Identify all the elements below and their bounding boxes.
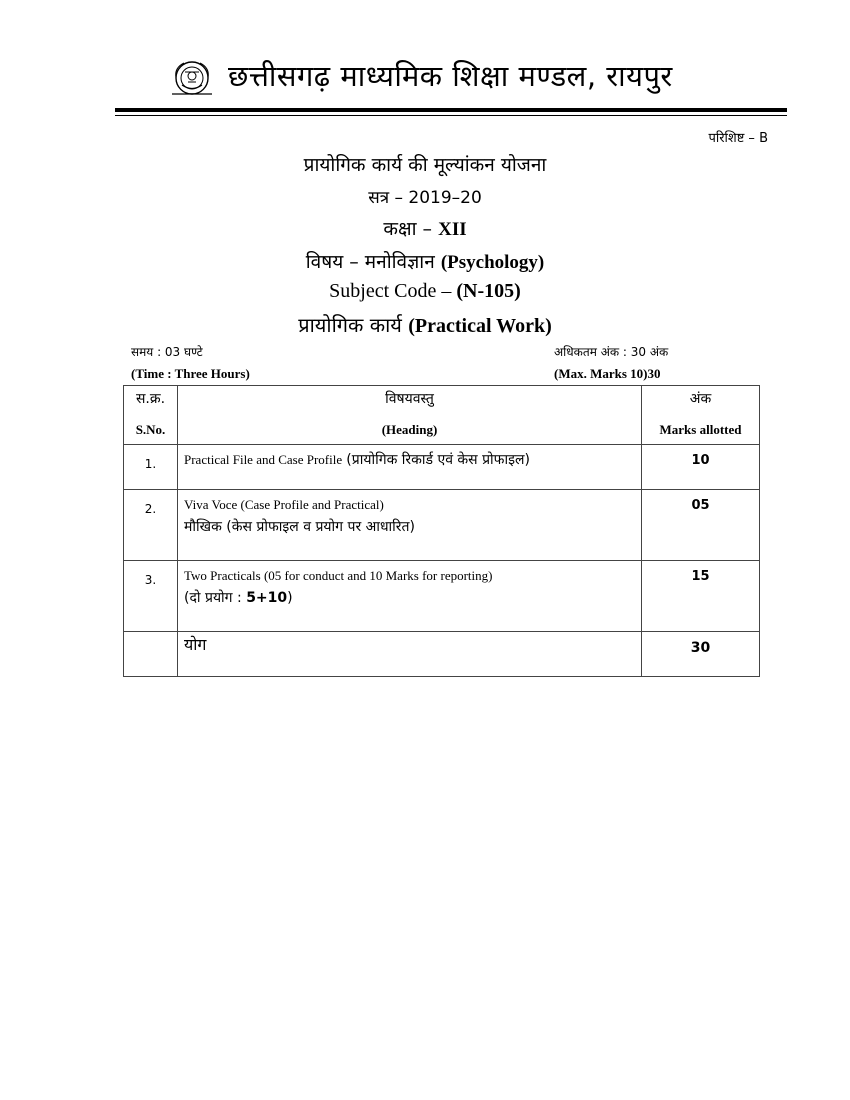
row-heading-split: 5+10 <box>246 590 288 606</box>
table-header-row <box>124 386 760 445</box>
practical-work-english: (Practical Work) <box>408 315 552 337</box>
row-heading <box>178 490 642 561</box>
practical-work-line <box>0 311 850 338</box>
subject-code-line <box>0 280 850 303</box>
row-marks: 15 <box>642 561 760 632</box>
row-heading-hindi: (प्रायोगिक रिकार्ड एवं केस प्रोफाइल) <box>346 452 530 468</box>
board-emblem-icon <box>170 58 214 98</box>
time-english: (Time : Three Hours) <box>131 366 250 381</box>
subject-line <box>0 248 850 274</box>
header-sno-english: S.No. <box>135 422 166 437</box>
row-heading-hindi <box>184 587 635 609</box>
class-label: कक्षा – <box>383 218 433 240</box>
class-line <box>0 215 850 241</box>
appendix-label: परिशिष्ट – B <box>708 131 768 146</box>
row-marks: 10 <box>642 445 760 490</box>
max-marks-hindi: अधिकतम अंक : 30 अंक <box>554 345 669 359</box>
row-sno: 3. <box>124 561 178 632</box>
header-marks <box>642 386 760 445</box>
total-row <box>124 632 760 677</box>
row-heading-english: Practical File and Case Profile <box>184 452 343 467</box>
subject-code-value: (N-105) <box>456 280 521 302</box>
header-heading-hindi: विषयवस्तु <box>385 391 434 407</box>
time-hindi: समय : 03 घण्टे <box>131 345 203 359</box>
row-heading-hindi: मौखिक (केस प्रोफाइल व प्रयोग पर आधारित) <box>184 519 415 535</box>
table-row <box>124 445 760 490</box>
marks-table <box>123 385 760 677</box>
header-heading-english: (Heading) <box>381 422 438 437</box>
table-row <box>124 561 760 632</box>
row-heading-english: Two Practicals (05 for conduct and 10 Marks for reporting) <box>184 568 493 583</box>
max-marks-english: (Max. Marks 10)30 <box>554 366 661 381</box>
row-heading-hindi-text: (दो प्रयोग : <box>184 590 242 606</box>
board-name: छत्तीसगढ़ माध्यमिक शिक्षा मण्डल, रायपुर <box>228 59 673 93</box>
total-label: योग <box>178 632 642 677</box>
document-title: प्रायोगिक कार्य की मूल्यांकन योजना <box>303 154 547 176</box>
row-marks: 05 <box>642 490 760 561</box>
row-heading-hindi-close: ) <box>287 590 293 606</box>
table-row <box>124 490 760 561</box>
row-sno: 2. <box>124 490 178 561</box>
row-heading <box>178 561 642 632</box>
total-sno-empty <box>124 632 178 677</box>
session-line: सत्र – 2019–20 <box>368 188 482 208</box>
header-rule-thin <box>115 115 787 116</box>
row-heading <box>178 445 642 490</box>
subject-english: (Psychology) <box>440 252 545 273</box>
subject-code-label: Subject Code – <box>329 280 452 302</box>
row-sno: 1. <box>124 445 178 490</box>
row-heading-english: Viva Voce (Case Profile and Practical) <box>184 497 384 512</box>
header-sno-hindi: स.क्र. <box>135 391 166 407</box>
header-sno <box>124 386 178 445</box>
class-value: XII <box>438 219 467 240</box>
header-marks-english: Marks allotted <box>659 422 742 437</box>
header-marks-hindi: अंक <box>689 391 712 407</box>
header-rule-thick <box>115 108 787 112</box>
header-heading <box>178 386 642 445</box>
practical-work-hindi: प्रायोगिक कार्य <box>298 313 402 337</box>
letterhead <box>170 52 730 102</box>
subject-hindi: विषय – मनोविज्ञान <box>305 251 435 273</box>
total-marks: 30 <box>642 632 760 677</box>
